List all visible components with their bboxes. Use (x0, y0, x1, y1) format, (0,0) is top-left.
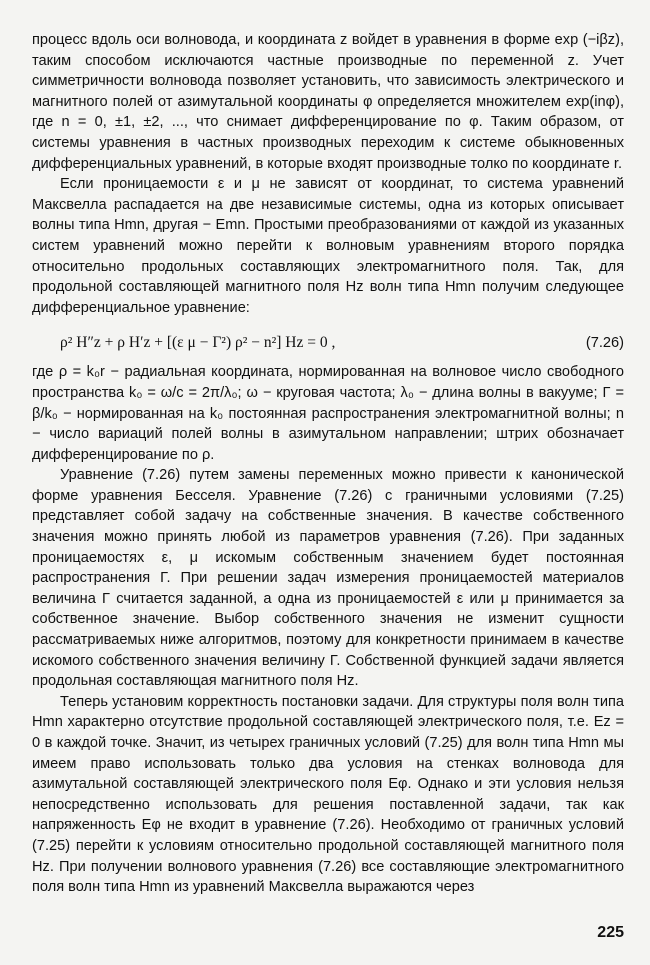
equation-7-26 (32, 334, 624, 352)
equation-number: (7.26) (585, 335, 624, 352)
paragraph-1: процесс вдоль оси волновода, и координата z войдет в уравнения в форме exp (−iβz), таким способом исключаются частные производные по переменной z. Учет симметричности волновода позволяет установить, что зависимость электрического и магнитного полей от азимутальной координаты φ определяется множителем exp(inφ), где n = 0, ±1, ±2, ..., что снимает дифференцирование по φ. Таким образом, от системы уравнения в частных производных переходим к системе обыкновенных дифференциальных уравнений, в которые входят производные толко по координате r. (32, 32, 624, 172)
page-number: 225 (597, 924, 624, 941)
paragraph-3: где ρ = k₀r − радиальная координата, нормированная на волновое число свободного пространства k₀ = ω/c = 2π/λ₀; ω − круговая частота; λ₀ − длина волны в вакууме; Γ = β/k₀ − нормированная на k₀ постоянная распространения электромагнитной волны; n − число вариаций полей волны в азимутальном направлении; штрих обозначает дифференцирование по ρ. (32, 364, 624, 463)
equation-body: ρ² H″z + ρ H′z + [(ε μ − Γ²) ρ² − n²] Hz = 0 , (60, 334, 336, 352)
paragraph-2: Если проницаемости ε и μ не зависят от координат, то система уравнений Максвелла распадается на две независимые системы, одна из которых описывает волны типа Hmn, другая − Emn. Простыми преобразованиями от каждой из указанных систем уравнений можно перейти к волновым уравнениям второго порядка относительно продольных составляющих электромагнитного поля. Так, для продольной составляющей магнитного поля Hz волн типа Hmn получим следующее дифференциальное уравнение: (32, 176, 624, 316)
paragraph-4: Уравнение (7.26) путем замены переменных можно привести к канонической форме уравнения Бесселя. Уравнение (7.26) с граничными условиями (7.25) представляет собой задачу на собственные значения. В качестве собственного значения можно принять любой из параметров уравнения (7.26). При заданных проницаемостях ε, μ искомым собственным значением будет постоянная распространения Γ. При решении задач измерения проницаемостей материалов величина Γ считается заданной, а одна из проницаемостей ε или μ принимается за собственное значение. Выбор собственного значения не изменит сущности рассматриваемых ниже алгоритмов, поэтому для конкретности принимаем в качестве искомого собственного значения величину Γ. Собственной функцией задачи является продольная составляющая магнитного поля Hz. (32, 467, 624, 690)
paragraph-5: Теперь установим корректность постановки задачи. Для структуры поля волн типа Hmn характерно отсутствие продольной составляющей электрического поля, т.е. Ez = 0 в каждой точке. Значит, из четырех граничных условий (7.25) для волн типа Hmn мы имеем право использовать только два условия на стенках волновода для азимутальной составляющей электрического поля Eφ. Однако и эти условия нельзя непосредственно использовать для решения поставленной задачи, так как напряженность Eφ не входит в уравнение (7.26). Необходимо от граничных условий (7.25) перейти к условиям относительно продольной составляющей магнитного поля Hz. При получении волнового уравнения (7.26) все составляющие электромагнитного поля волн типа Hmn из уравнений Максвелла выражаются через (32, 693, 624, 896)
